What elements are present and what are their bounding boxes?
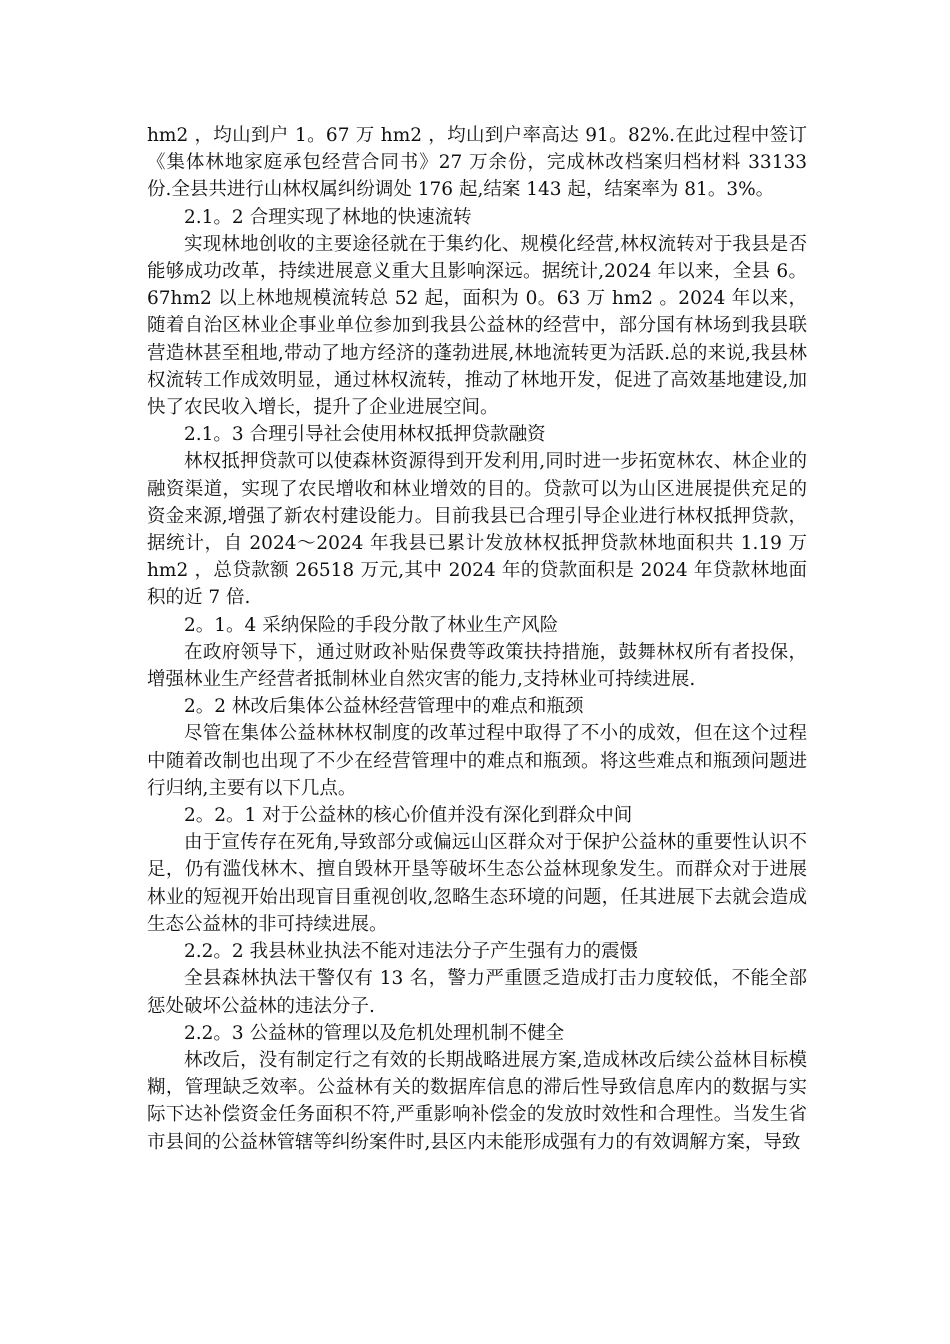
paragraph-management-mechanism: 林改后，没有制定行之有效的长期战略进展方案,造成林改后续公益林目标模糊，管理缺乏效率。公益林有关的数据库信息的滞后性导致信息库内的数据与实际下达补偿资金任务面积不符,严重影响补偿金的发放时效性和合理性。当发生省市县间的公益林管辖等纠纷案件时,县区内未能形成强有力的有效调解方案，导致 bbox=[147, 1049, 807, 1153]
section-heading-2-1-2: 2.1。2 合理实现了林地的快速流转 bbox=[184, 206, 472, 228]
paragraph-insurance: 在政府领导下，通过财政补贴保费等政策扶持措施，鼓舞林权所有者投保，增强林业生产经营者抵制林业自然灾害的能力,支持林业可持续进展. bbox=[147, 641, 807, 691]
section-heading-2-1-3: 2.1。3 合理引导社会使用林权抵押贷款融资 bbox=[184, 424, 546, 446]
section-heading-2-2-2: 2.2。2 我县林业执法不能对违法分子产生强有力的震慑 bbox=[184, 941, 639, 963]
section-heading-2-2-1: 2。2。1 对于公益林的核心价值并没有深化到群众中间 bbox=[184, 805, 633, 827]
paragraph-land-transfer: 实现林地创收的主要途径就在于集约化、规模化经营,林权流转对于我县是否能够成功改革，持续进展意义重大且影响深远。据统计,2024 年以来，全县 6。67hm2 以上林地规模流转总 52 起，面积为 0。63 万 hm2 。2024 年以来，随着自治区林业企事业单位参加到我县公益林的经营中，部分国有林场到我县联营造林甚至租地,带动了地方经济的蓬勃进展,林地流转更为活跃.总的来说,我县林权流转工作成效明显，通过林权流转，推动了林地开发，促进了高效基地建设,加快了农民收入增长，提升了企业进展空间。 bbox=[147, 233, 807, 419]
paragraph-continuation: hm2 ，均山到户 1。67 万 hm2 ，均山到户率高达 91。82%.在此过程中签订《集体林地家庭承包经营合同书》27 万余份，完成林改档案归档材料 33133 份.全县共进行山林权属纠纷调处 176 起,结案 143 起，结案率为 81。3%。 bbox=[147, 125, 807, 201]
paragraph-mortgage-loans: 林权抵押贷款可以使森林资源得到开发利用,同时进一步拓宽林农、林企业的融资渠道，实现了农民增收和林业增效的目的。贷款可以为山区进展提供充足的资金来源,增强了新农村建设能力。目前我县已合理引导企业进行林权抵押贷款，据统计，自 2024～2024 年我县已累计发放林权抵押贷款林地面积共 1.19 万 hm2 ，总贷款额 26518 万元,其中 2024 年的贷款面积是 2024 年贷款林地面积的近 7 倍. bbox=[147, 451, 807, 609]
paragraph-core-value: 由于宣传存在死角,导致部分或偏远山区群众对于保护公益林的重要性认识不足，仍有滥伐林木、擅自毁林开垦等破坏生态公益林现象发生。而群众对于进展林业的短视开始出现盲目重视创收,忽略生态环境的问题，任其进展下去就会造成生态公益林的非可持续进展。 bbox=[147, 832, 807, 935]
paragraph-law-enforcement: 全县森林执法干警仅有 13 名，警力严重匮乏造成打击力度较低，不能全部惩处破坏公益林的违法分子. bbox=[147, 968, 807, 1017]
section-heading-2-2: 2。2 林改后集体公益林经营管理中的难点和瓶颈 bbox=[184, 696, 584, 718]
section-heading-2-2-3: 2.2。3 公益林的管理以及危机处理机制不健全 bbox=[184, 1022, 565, 1044]
section-heading-2-1-4: 2。1。4 采纳保险的手段分散了林业生产风险 bbox=[184, 614, 559, 636]
paragraph-difficulties-intro: 尽管在集体公益林林权制度的改革过程中取得了不小的成效，但在这个过程中随着改制也出现了不少在经营管理中的难点和瓶颈。将这些难点和瓶颈问题进行归纳,主要有以下几点。 bbox=[147, 723, 807, 799]
document-body bbox=[147, 122, 807, 1156]
